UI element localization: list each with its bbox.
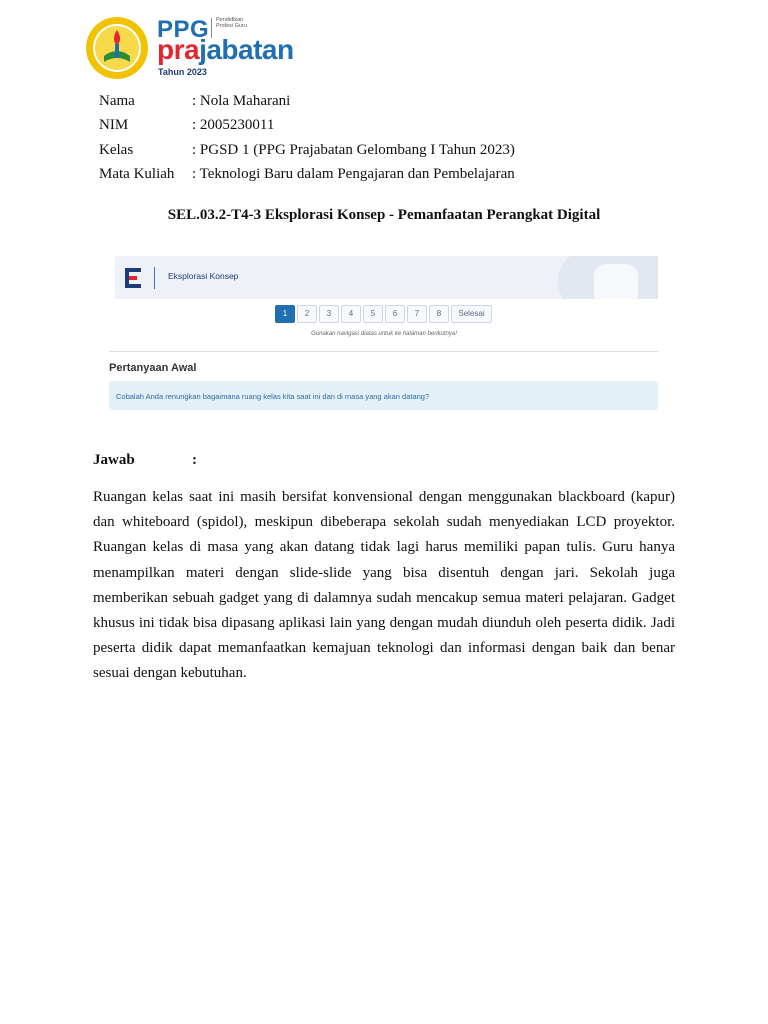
page-button-6: 6 [385,305,405,323]
divider [109,351,658,352]
header-decoration [594,264,638,299]
logo-year: Tahun 2023 [158,67,207,77]
page-button-8: 8 [429,305,449,323]
page-button-5: 5 [363,305,383,323]
page-button-4: 4 [341,305,361,323]
page-button-3: 3 [319,305,339,323]
answer-colon: : [192,452,197,468]
identity-label: Kelas [99,142,134,158]
ppg-prajabatan-logo [84,16,304,80]
unj-seal-icon [84,16,150,80]
question-heading: Pertanyaan Awal [109,362,197,374]
platform-logo-icon [123,266,143,290]
embedded-screenshot-header [115,256,658,299]
identity-label: Mata Kuliah [99,166,175,182]
question-box [109,381,658,410]
question-text: Cobalah Anda renungkan bagaimana ruang kelas kita saat ini dan di masa yang akan datang? [116,392,430,401]
identity-value: : Nola Maharani [192,93,291,109]
identity-value: : 2005230011 [192,117,275,133]
page-button-1: 1 [275,305,295,323]
page-button-2: 2 [297,305,317,323]
pager-hint: Gunakan navigasi diatas untuk ke halaman berikutnya! [311,331,457,337]
document-title: SEL.03.2-T4-3 Eksplorasi Konsep - Pemanfaatan Perangkat Digital [167,207,601,223]
prajabatan-wordmark: prajabatan [157,34,294,65]
page-button-7: 7 [407,305,427,323]
identity-value: : PGSD 1 (PPG Prajabatan Gelombang I Tahun 2023) [192,142,515,158]
identity-value: : Teknologi Baru dalam Pengajaran dan Pembelajaran [192,166,515,182]
logo-subtext: Pendidikan Profesi Guru [216,17,247,29]
identity-label: NIM [99,117,129,133]
ppg-wordmark: PPG [157,16,210,43]
embedded-header-title: Eksplorasi Konsep [168,271,239,281]
answer-paragraph: Ruangan kelas saat ini masih bersifat konvensional dengan menggunakan blackboard (kapur) dan whiteboard (spidol), meskipun dibeberapa sekolah sudah menyediakan LCD proyektor. Ruangan kelas di masa yang akan datang tidak lagi harus memiliki papan tulis. Guru hanya menampilkan materi dengan slide-slide yang bisa disentuh dengan jari. Sekolah juga memberikan sebuah gadget yang di dalamnya sudah mencakup semua materi pelajaran. Gadget khusus ini tidak bisa dipasang aplikasi lain yang dengan mudah diunduh oleh peserta didik. Jadi peserta didik dapat memanfaatkan kemajuan teknologi dan informasi dengan baik dan benar sesuai dengan kebutuhan. [93,489,675,682]
finish-button: Selesai [451,305,492,323]
header-separator [154,267,155,289]
identity-label: Nama [99,93,135,109]
answer-label: Jawab [93,452,135,468]
